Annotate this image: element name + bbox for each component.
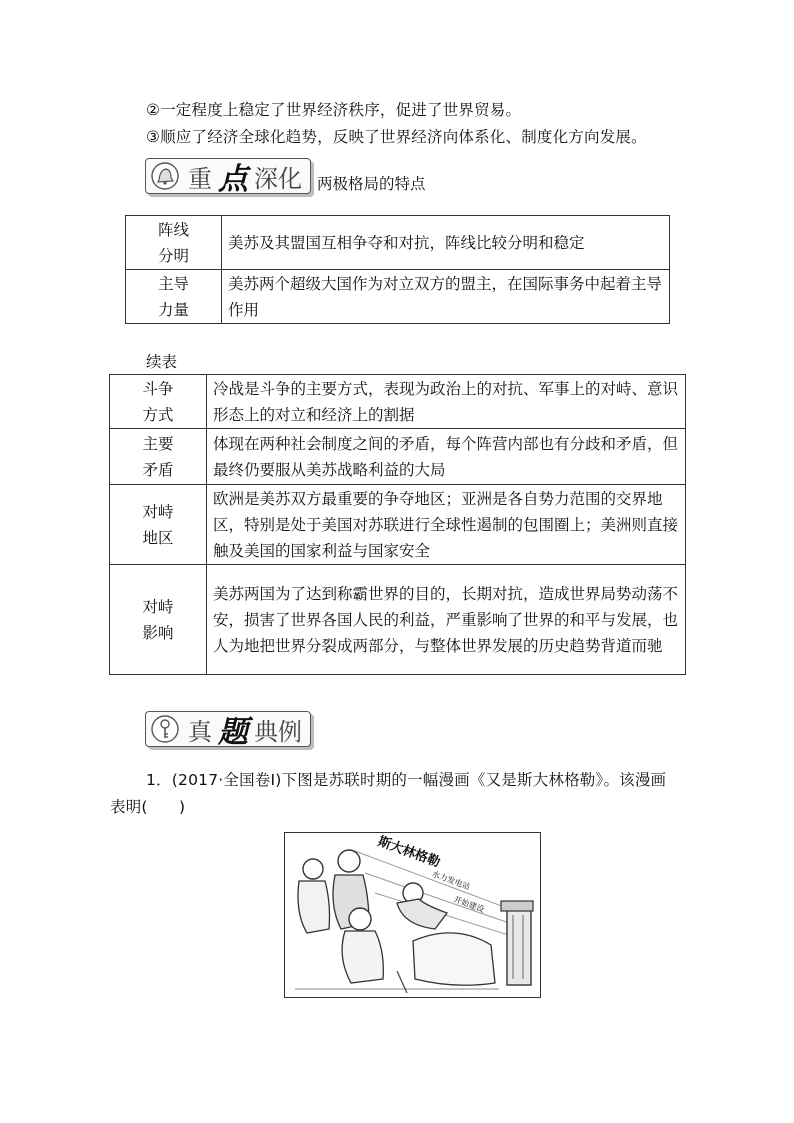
continued-label: 续表 [146,353,178,371]
row-key: 主导 力量 [126,270,222,324]
table-row [110,485,686,565]
heading-char-1: 重 [188,164,212,193]
cartoon-label-construction: 开始建设 [452,894,486,915]
row-key: 对峙 地区 [110,485,207,565]
table-row [126,270,670,324]
section-heading-exam-examples [145,711,311,750]
question-text-cont: 表明( ) [110,798,186,816]
heading-char-2: 题 [218,715,248,750]
cartoon-label-hydro: 水力发电站 [430,869,472,892]
cartoon-figure [284,832,541,998]
row-value: 体现在两种社会制度之间的矛盾，每个阵营内部也有分歧和矛盾，但最终仍要服从美苏战略利益的大局 [207,429,686,485]
intro-line-2: ②一定程度上稳定了世界经济秩序，促进了世界贸易。 [146,101,522,119]
row-value: 美苏两国为了达到称霸世界的目的，长期对抗，造成世界局势动荡不安，损害了世界各国人民的利益，严重影响了世界的和平与发展，也人为地把世界分裂成两部分，与整体世界发展的历史趋势背道而驰 [207,565,686,675]
row-key: 对峙 影响 [110,565,207,675]
section-heading-key-points [145,158,426,197]
row-value: 美苏及其盟国互相争夺和对抗，阵线比较分明和稳定 [222,216,670,270]
table-row [126,216,670,270]
row-value: 美苏两个超级大国作为对立双方的盟主，在国际事务中起着主导作用 [222,270,670,324]
heading-char-1: 真 [188,717,212,746]
row-key: 斗争 方式 [110,375,207,429]
features-table [125,215,670,324]
cartoon-title: 斯大林格勒 [375,834,442,871]
heading-char-3: 典例 [254,717,302,746]
row-key: 阵线 分明 [126,216,222,270]
heading-char-3: 深化 [254,164,302,193]
table-row [110,375,686,429]
section-subtitle: 两极格局的特点 [317,175,426,193]
table-row [110,565,686,675]
row-value: 冷战是斗争的主要方式，表现为政治上的对抗、军事上的对峙、意识形态上的对立和经济上的割据 [207,375,686,429]
row-key: 主要 矛盾 [110,429,207,485]
heading-char-2: 点 [218,162,248,197]
features-table-continued [109,374,686,675]
question-text: 1．(2017·全国卷Ⅰ)下图是苏联时期的一幅漫画《又是斯大林格勒》。该漫画 [146,771,667,789]
table-row [110,429,686,485]
row-value: 欧洲是美苏双方最重要的争夺地区；亚洲是各自势力范围的交界地区，特别是处于美国对苏联进行全球性遏制的包围圈上；美洲则直接触及美国的国家利益与国家安全 [207,485,686,565]
key-icon [150,714,180,744]
intro-line-3: ③顺应了经济全球化趋势，反映了世界经济向体系化、制度化方向发展。 [146,128,647,146]
bell-icon [150,161,180,191]
